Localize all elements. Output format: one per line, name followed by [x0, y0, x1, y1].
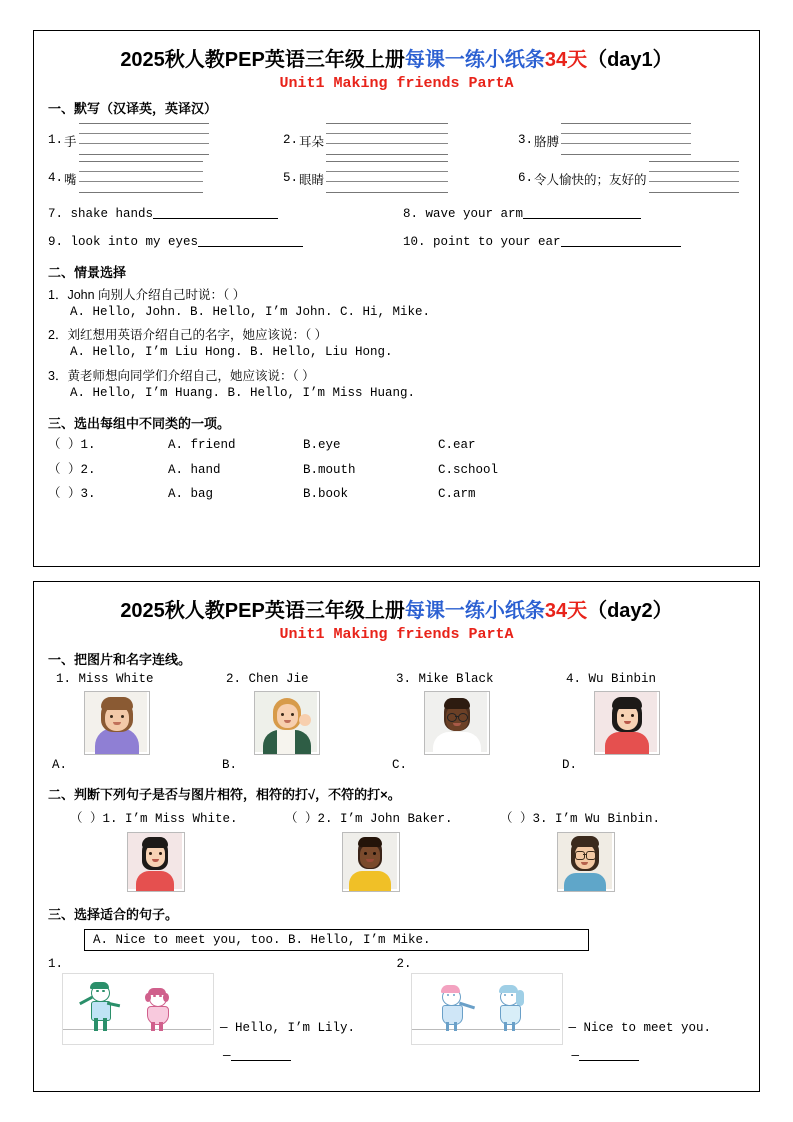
dictation-label: 手: [64, 135, 77, 149]
scene-inner: [397, 973, 746, 1045]
match-number: 2.: [226, 671, 242, 686]
dictation-en-item: [48, 233, 403, 252]
match-person-name: Mike Black: [418, 671, 494, 686]
scene-speech: — Nice to meet you.: [568, 1020, 712, 1035]
scene-picture-two-girls: [411, 973, 563, 1045]
dictation-label: 嘴: [64, 173, 77, 187]
day2-section-1-heading: 一、把图片和名字连线。: [48, 651, 192, 667]
question-options[interactable]: A. Hello, I’m Liu Hong. B. Hello, Liu Hong.: [70, 345, 393, 360]
scene-answer-line: [223, 1047, 397, 1063]
answer-blank[interactable]: [198, 233, 303, 247]
worksheet-day1: [33, 30, 760, 567]
scene-number: 2.: [396, 956, 412, 971]
odd-one-out-option-b[interactable]: B.mouth: [303, 462, 356, 477]
match-card: [558, 672, 728, 772]
day1-title-part1: 2025秋人教PEP英语三年级上册: [120, 49, 405, 71]
odd-one-out-option-a[interactable]: A. bag: [168, 487, 214, 502]
odd-one-out-mark[interactable]: （ ）2.: [48, 462, 96, 477]
dictation-en-item: [403, 233, 681, 252]
dictation-label: 胳膊: [534, 135, 560, 149]
day1-section-1-heading: 一、默写（汉译英，英译汉）: [48, 101, 218, 116]
dictation-number: 5.: [283, 171, 299, 185]
dictation-item: [48, 161, 283, 193]
judge-pictures-row: [48, 832, 745, 892]
dictation-en-text: look into my eyes: [70, 234, 199, 249]
dictation-en-row: [48, 233, 745, 252]
dictation-en-number: 8.: [403, 207, 419, 221]
scene-item: [397, 957, 746, 1063]
odd-one-out-mark[interactable]: （ ）1.: [48, 437, 96, 452]
day1-title-part4: （day1）: [587, 49, 673, 71]
judge-statement[interactable]: （ ）2. I’m John Baker.: [285, 811, 453, 826]
day1-title-part3: 34天: [544, 49, 588, 71]
portrait-woman-glasses: [557, 832, 615, 892]
judge-picture-cell: [48, 832, 263, 892]
day2-section-3-heading: 三、选择适合的句子。: [48, 906, 179, 922]
dictation-en-text: shake hands: [70, 207, 154, 221]
dictation-row: [48, 123, 745, 155]
four-line-writing-area[interactable]: [561, 123, 691, 155]
answer-blank[interactable]: [231, 1047, 291, 1061]
scene-item: [48, 957, 397, 1063]
question-options[interactable]: A. Hello, John. B. Hello, I’m John. C. Hi, Mike.: [70, 304, 431, 319]
dictation-row: [48, 161, 745, 193]
dictation-en-text: wave your arm: [425, 207, 524, 221]
odd-one-out-option-b[interactable]: B.book: [303, 487, 349, 502]
dictation-en-number: 7.: [48, 207, 64, 221]
portrait-mike-black[interactable]: [424, 691, 490, 755]
judge-picture-cell: [263, 832, 478, 892]
answer-blank[interactable]: [523, 205, 641, 219]
answer-blank[interactable]: [153, 205, 278, 219]
scene-row: [48, 957, 745, 1063]
match-person-name: Chen Jie: [248, 671, 309, 686]
question-stem: 1．John 向别人介绍自己时说：（ ）: [48, 287, 246, 302]
dictation-number: 1.: [48, 133, 64, 147]
odd-one-out-row: [48, 436, 745, 455]
day2-title-part3: 34天: [544, 599, 588, 622]
dictation-number: 6.: [518, 171, 534, 185]
dictation-en-text: point to your ear: [433, 234, 561, 249]
dictation-en-number: 10.: [403, 234, 426, 249]
four-line-writing-area[interactable]: [326, 161, 448, 193]
four-line-writing-area[interactable]: [649, 161, 739, 193]
match-letter[interactable]: B.: [222, 757, 238, 772]
portrait-wu-binbin[interactable]: [594, 691, 660, 755]
match-name: [396, 672, 558, 686]
match-number: 1.: [56, 671, 72, 686]
dictation-en-number: 9.: [48, 234, 64, 249]
match-number: 4.: [566, 671, 582, 686]
match-picture-row: [48, 672, 745, 772]
match-card: [48, 672, 218, 772]
dictation-label: 令人愉快的；友好的: [534, 173, 647, 187]
four-line-writing-area[interactable]: [326, 123, 448, 155]
dictation-item: [518, 161, 739, 193]
judge-statement[interactable]: （ ）3. I’m Wu Binbin.: [500, 811, 661, 826]
portrait-boy-yellow-shirt: [342, 832, 400, 892]
portrait-chen-jie[interactable]: [254, 691, 320, 755]
scene-dash: —: [223, 1048, 231, 1063]
dictation-label: 耳朵: [299, 135, 325, 149]
day1-subtitle: Unit1 Making friends PartA: [279, 75, 514, 92]
question-stem: 2．刘红想用英语介绍自己的名字，她应该说：（ ）: [48, 328, 328, 343]
odd-one-out-option-a[interactable]: A. hand: [168, 462, 221, 477]
odd-one-out-row: [48, 485, 745, 504]
day2-section-2-heading: 二、判断下列句子是否与图片相符，相符的打√，不符的打×。: [48, 786, 401, 802]
portrait-girl-dark-hair: [127, 832, 185, 892]
day2-title-part4: （day2）: [587, 599, 673, 622]
match-letter[interactable]: D.: [562, 757, 578, 772]
day1-title-part2: 每课一练小纸条: [404, 49, 545, 71]
dictation-en-item: [403, 205, 641, 224]
dictation-number: 4.: [48, 171, 64, 185]
scene-speech: — Hello, I’m Lily.: [220, 1020, 356, 1035]
dictation-item: [518, 123, 691, 155]
question-options[interactable]: A. Hello, I’m Huang. B. Hello, I’m Miss Huang.: [70, 386, 416, 400]
judge-statement[interactable]: （ ）1. I’m Miss White.: [70, 811, 238, 826]
match-card: [218, 672, 388, 772]
judge-picture-cell: [478, 832, 693, 892]
odd-one-out-option-b[interactable]: B.eye: [303, 437, 341, 452]
dictation-item: [48, 123, 283, 155]
match-card: [388, 672, 558, 772]
day2-subtitle: Unit1 Making friends PartA: [279, 625, 514, 643]
dictation-en-item: [48, 205, 403, 224]
match-person-name: Wu Binbin: [588, 671, 657, 686]
match-number: 3.: [396, 671, 412, 686]
dictation-en-row: [48, 205, 745, 224]
scene-number: 1.: [48, 956, 64, 971]
match-name: [566, 672, 728, 686]
odd-one-out-option-c[interactable]: C.school: [438, 462, 499, 477]
dictation-number: 3.: [518, 133, 534, 147]
scene-picture-boy-girl-wave: [62, 973, 214, 1045]
odd-one-out-row: [48, 461, 745, 480]
dictation-label: 眼睛: [299, 173, 325, 187]
match-name: [226, 672, 388, 686]
answer-blank[interactable]: [561, 233, 681, 247]
scene-dash: —: [571, 1048, 580, 1063]
question-stem: 3．黄老师想向同学们介绍自己，她应该说：（ ）: [48, 369, 315, 383]
odd-one-out-mark[interactable]: （ ）3.: [48, 487, 96, 502]
answer-blank[interactable]: [579, 1047, 639, 1061]
day2-title-part1: 2025秋人教PEP英语三年级上册: [120, 599, 405, 622]
odd-one-out-option-a[interactable]: A. friend: [168, 437, 236, 452]
scene-answer-line: [572, 1047, 746, 1063]
scene-inner: [48, 973, 397, 1045]
judge-statements-row: [70, 808, 745, 826]
four-line-writing-area[interactable]: [79, 161, 203, 193]
odd-one-out-option-c[interactable]: C.arm: [438, 487, 476, 502]
portrait-miss-white[interactable]: [84, 691, 150, 755]
match-name: [56, 672, 218, 686]
four-line-writing-area[interactable]: [79, 123, 209, 155]
match-person-name: Miss White: [78, 671, 154, 686]
day1-section-2-heading: 二、情景选择: [48, 264, 127, 280]
sentence-choice-box[interactable]: A. Nice to meet you, too. B. Hello, I’m Mike.: [84, 929, 589, 951]
dictation-item: [283, 161, 518, 193]
day2-title: [48, 594, 745, 623]
match-letter[interactable]: C.: [392, 757, 408, 772]
worksheet-day2: [33, 581, 760, 1092]
day1-title: [48, 43, 745, 72]
dictation-number: 2.: [283, 133, 299, 147]
match-letter[interactable]: A.: [52, 757, 68, 772]
day1-section-3-heading: 三、选出每组中不同类的一项。: [48, 415, 231, 431]
day2-title-part2: 每课一练小纸条: [404, 599, 545, 622]
dictation-item: [283, 123, 518, 155]
odd-one-out-option-c[interactable]: C.ear: [438, 437, 476, 452]
